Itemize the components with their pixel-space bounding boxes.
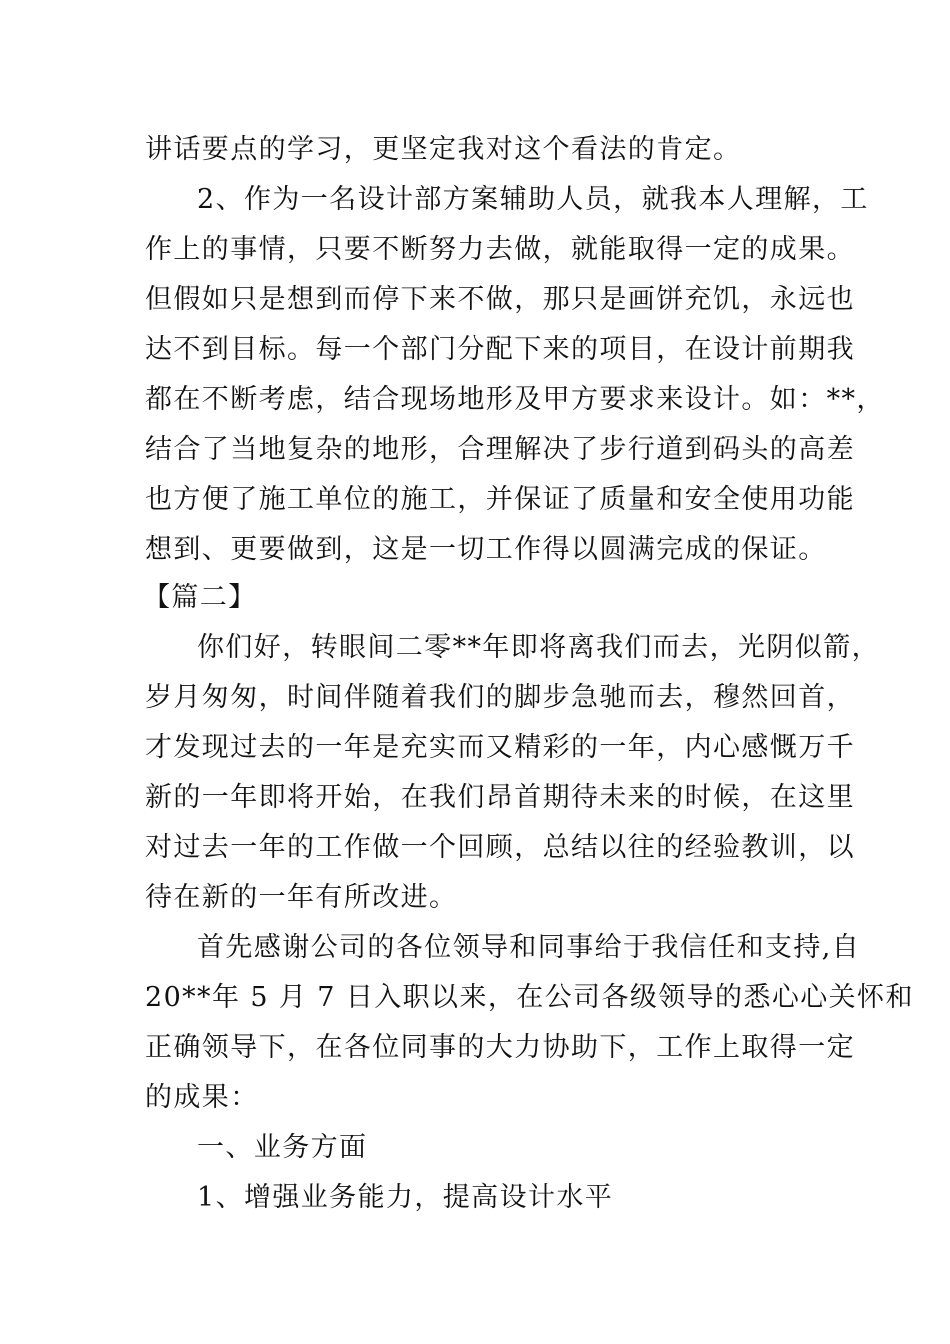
text-line: 也方便了施工单位的施工，并保证了质量和安全使用功能 xyxy=(145,484,855,515)
text-line: 讲话要点的学习，更坚定我对这个看法的肯定。 xyxy=(145,134,742,165)
text-line: 都在不断考虑，结合现场地形及甲方要求来设计。如：**， xyxy=(145,384,885,415)
subsection-heading: 一、业务方面 xyxy=(197,1132,368,1163)
text-line: 的成果： xyxy=(145,1082,259,1113)
text-line: 20**年 5 月 7 日入职以来，在公司各级领导的悉心心关怀和 xyxy=(145,982,914,1013)
subsection-heading: 1、增强业务能力，提高设计水平 xyxy=(197,1182,614,1213)
text-line: 对过去一年的工作做一个回顾，总结以往的经验教训，以 xyxy=(145,832,855,863)
text-line: 首先感谢公司的各位领导和同事给于我信任和支持,自 xyxy=(197,932,861,963)
section-heading: 【篇二】 xyxy=(143,582,257,613)
text-line: 但假如只是想到而停下来不做，那只是画饼充饥，永远也 xyxy=(145,284,855,315)
text-line: 结合了当地复杂的地形，合理解决了步行道到码头的高差 xyxy=(145,434,855,465)
text-line: 你们好，转眼间二零**年即将离我们而去，光阴似箭， xyxy=(197,632,880,663)
text-line: 想到、更要做到，这是一切工作得以圆满完成的保证。 xyxy=(145,534,827,565)
text-line: 待在新的一年有所改进。 xyxy=(145,882,458,913)
text-line: 正确领导下，在各位同事的大力协助下，工作上取得一定 xyxy=(145,1032,855,1063)
text-line: 新的一年即将开始，在我们昂首期待未来的时候，在这里 xyxy=(145,782,855,813)
text-line: 达不到目标。每一个部门分配下来的项目，在设计前期我 xyxy=(145,334,855,365)
text-line: 2、作为一名设计部方案辅助人员，就我本人理解，工 xyxy=(197,184,869,215)
text-line: 才发现过去的一年是充实而又精彩的一年，内心感慨万千 xyxy=(145,732,855,763)
text-line: 作上的事情，只要不断努力去做，就能取得一定的成果。 xyxy=(145,234,855,265)
text-line: 岁月匆匆，时间伴随着我们的脚步急驰而去，穆然回首， xyxy=(145,682,855,713)
